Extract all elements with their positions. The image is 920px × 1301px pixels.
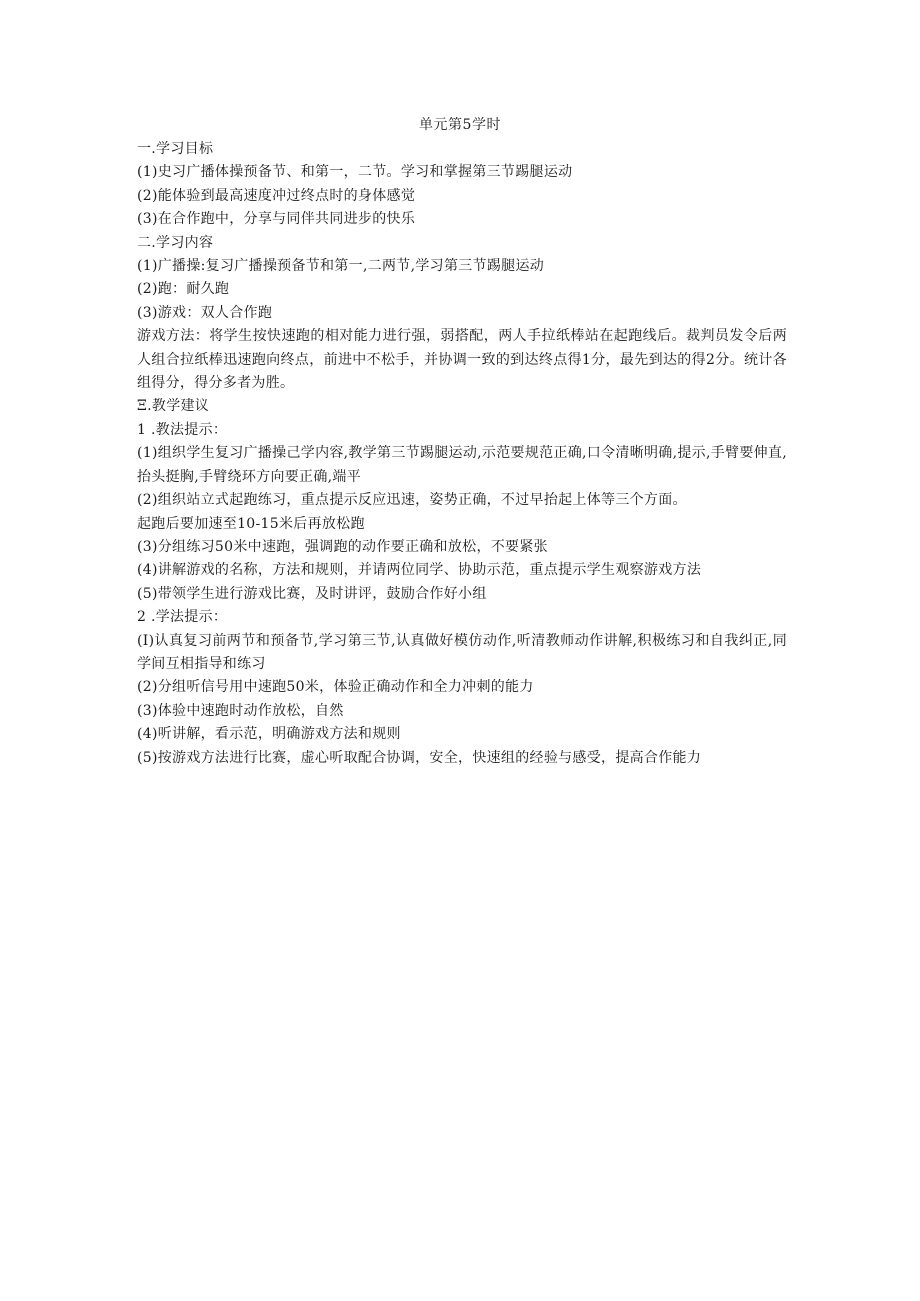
learning-tip-item: (I)认真复习前两节和预备节,学习第三节,认真做好模仿动作,听清教师动作讲解,积极练习和自我纠正,同学间互相指导和练习	[137, 632, 787, 672]
document-title: 单元第5学时	[419, 117, 501, 133]
teaching-tip-item: (4)讲解游戏的名称，方法和规则，并请两位同学、协助示范，重点提示学生观察游戏方法	[137, 562, 702, 579]
subheading-learning-tips: 2 .学法提示：	[137, 609, 228, 626]
content-item: (3)游戏：双人合作跑	[137, 304, 273, 321]
learning-tip-item: (2)分组听信号用中速跑50米，体验正确动作和全力冲刺的能力	[137, 679, 534, 696]
objective-item: (1)史习广播体操预备节、和第一，二节。学习和掌握第三节踢腿运动	[137, 164, 573, 181]
learning-tip-item: (3)体验中速跑时动作放松，自然	[137, 702, 344, 719]
section-heading-content: 二.学习内容	[137, 234, 214, 251]
document-body	[137, 138, 787, 770]
content-item: (1)广播操:复习广播操预备节和第一,二两节,学习第三节踢腿运动	[137, 258, 545, 275]
learning-tip-item: (5)按游戏方法进行比赛，虚心听取配合协调，安全，快速组的经验与感受，提高合作能力	[137, 749, 702, 766]
content-item: (2)跑：耐久跑	[137, 281, 230, 298]
section-heading-objectives: 一.学习目标	[137, 141, 214, 157]
teaching-tip-item: (1)组织学生复习广播操己学内容,教学第三节踢腿运动,示范要规范正确,口令清晰明确,提示,手臂要伸直,抬头挺胸,手臂绕环方向要正确,端平	[137, 445, 787, 485]
section-heading-teaching: Ξ.教学建议	[137, 398, 210, 415]
objective-item: (3)在合作跑中，分享与同伴共同进步的快乐	[137, 211, 416, 228]
objective-item: (2)能体验到最高速度冲过终点时的身体感觉	[137, 187, 416, 204]
subheading-teaching-tips: 1 .教法提示：	[137, 421, 228, 438]
teaching-tip-item: (2)组织站立式起跑练习，重点提示反应迅速，姿势正确，不过早抬起上体等三个方面。	[137, 492, 687, 509]
teaching-tip-item: (3)分组练习50米中速跑，强调跑的动作要正确和放松，不要紧张	[137, 538, 548, 555]
game-method-paragraph: 游戏方法：将学生按快速跑的相对能力进行强，弱搭配，两人手拉纸棒站在起跑线后。裁判员发令后两人组合拉纸棒迅速跑向终点，前进中不松手，并协调一致的到达终点得1分，最先到达的得2分。统计各组得分，得分多者为胜。	[137, 328, 787, 392]
teaching-tip-continuation: 起跑后要加速至10-15米后再放松跑	[137, 515, 365, 532]
learning-tip-item: (4)听讲解，看示范，明确游戏方法和规则	[137, 726, 401, 743]
teaching-tip-item: (5)带领学生进行游戏比赛，及时讲评，鼓励合作好小组	[137, 585, 487, 602]
